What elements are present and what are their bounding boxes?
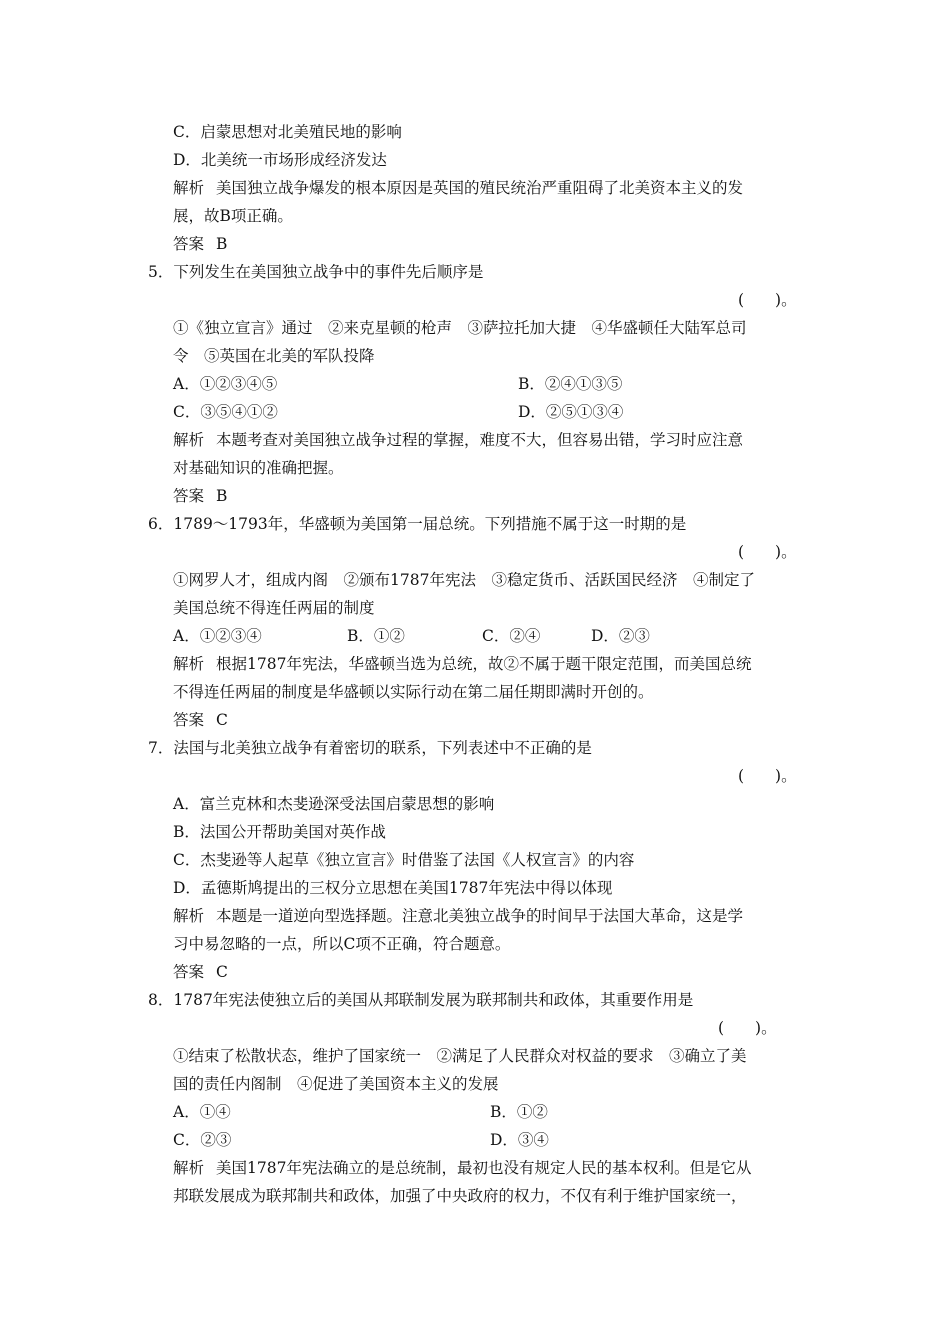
q8-items-line-2: 国的责任内阁制 ④促进了美国资本主义的发展 bbox=[173, 1075, 499, 1093]
q8-explanation-line-1 bbox=[173, 1157, 751, 1179]
q7-stem: 7．法国与北美独立战争有着密切的联系，下列表述中不正确的是 bbox=[148, 739, 592, 757]
q6-option-a: A．①②③④ bbox=[173, 627, 262, 645]
answer-value: B bbox=[216, 487, 228, 505]
q6-explanation-line-1 bbox=[173, 653, 751, 675]
q7-answer bbox=[173, 961, 228, 983]
explanation-text: 根据1787年宪法，华盛顿当选为总统，故②不属于题干限定范围，而美国总统 bbox=[216, 655, 752, 673]
q5-answer-blank: ( )。 bbox=[738, 291, 797, 309]
explanation-text: 美国独立战争爆发的根本原因是英国的殖民统治严重阻碍了北美资本主义的发 bbox=[216, 179, 744, 197]
answer-label: 答案 bbox=[173, 711, 205, 729]
answer-label: 答案 bbox=[173, 235, 205, 253]
q4-option-d: D．北美统一市场形成经济发达 bbox=[173, 151, 387, 169]
explanation-label: 解析 bbox=[173, 431, 205, 449]
answer-value: B bbox=[216, 235, 228, 253]
q5-items-line-1: ①《独立宣言》通过 ②来克星顿的枪声 ③萨拉托加大捷 ④华盛顿任大陆军总司 bbox=[173, 319, 747, 337]
q5-explanation-line-2: 对基础知识的准确把握。 bbox=[173, 459, 344, 477]
q5-option-a: A．①②③④⑤ bbox=[173, 375, 278, 393]
q7-option-a: A．富兰克林和杰斐逊深受法国启蒙思想的影响 bbox=[173, 795, 495, 813]
q8-explanation-line-2: 邦联发展成为联邦制共和政体，加强了中央政府的权力，不仅有利于维护国家统一， bbox=[173, 1187, 747, 1205]
answer-label: 答案 bbox=[173, 963, 205, 981]
q5-items-line-2: 令 ⑤英国在北美的军队投降 bbox=[173, 347, 375, 365]
explanation-text: 美国1787年宪法确立的是总统制，最初也没有规定人民的基本权利。但是它从 bbox=[216, 1159, 752, 1177]
q5-answer bbox=[173, 485, 227, 507]
q8-option-a: A．①④ bbox=[173, 1103, 231, 1121]
explanation-label: 解析 bbox=[173, 179, 205, 197]
q7-explanation-line-2: 习中易忽略的一点，所以C项不正确，符合题意。 bbox=[173, 935, 511, 953]
answer-label: 答案 bbox=[173, 487, 205, 505]
q8-option-b: B．①② bbox=[490, 1103, 548, 1121]
q4-explanation-line-2: 展，故B项正确。 bbox=[173, 207, 293, 225]
q6-items-line-2: 美国总统不得连任两届的制度 bbox=[173, 599, 375, 617]
q5-option-d: D．②⑤①③④ bbox=[518, 403, 624, 421]
explanation-text: 本题是一道逆向型选择题。注意北美独立战争的时间早于法国大革命，这是学 bbox=[216, 907, 744, 925]
q6-option-d: D．②③ bbox=[591, 627, 650, 645]
q6-answer-blank: ( )。 bbox=[738, 543, 797, 561]
q8-option-d: D．③④ bbox=[490, 1131, 549, 1149]
q5-option-b: B．②④①③⑤ bbox=[518, 375, 623, 393]
q6-answer bbox=[173, 709, 228, 731]
answer-value: C bbox=[216, 711, 228, 729]
q7-option-c: C．杰斐逊等人起草《独立宣言》时借鉴了法国《人权宣言》的内容 bbox=[173, 851, 635, 869]
q6-explanation-line-2: 不得连任两届的制度是华盛顿以实际行动在第二届任期即满时开创的。 bbox=[173, 683, 654, 701]
q6-items-line-1: ①网罗人才，组成内阁 ②颁布1787年宪法 ③稳定货币、活跃国民经济 ④制定了 bbox=[173, 571, 755, 589]
q4-answer bbox=[173, 233, 227, 255]
q4-option-c: C．启蒙思想对北美殖民地的影响 bbox=[173, 123, 402, 141]
explanation-label: 解析 bbox=[173, 907, 205, 925]
q4-explanation-line-1 bbox=[173, 177, 743, 199]
explanation-text: 本题考查对美国独立战争过程的掌握，难度不大，但容易出错，学习时应注意 bbox=[216, 431, 744, 449]
q7-option-b: B．法国公开帮助美国对英作战 bbox=[173, 823, 386, 841]
q8-items-line-1: ①结束了松散状态，维护了国家统一 ②满足了人民群众对权益的要求 ③确立了美 bbox=[173, 1047, 747, 1065]
q7-option-d: D．孟德斯鸠提出的三权分立思想在美国1787年宪法中得以体现 bbox=[173, 879, 613, 897]
q5-stem: 5．下列发生在美国独立战争中的事件先后顺序是 bbox=[148, 263, 484, 281]
explanation-label: 解析 bbox=[173, 655, 205, 673]
q8-stem: 8．1787年宪法使独立后的美国从邦联制发展为联邦制共和政体，其重要作用是 bbox=[148, 991, 694, 1009]
q7-explanation-line-1 bbox=[173, 905, 743, 927]
q6-stem: 6．1789～1793年，华盛顿为美国第一届总统。下列措施不属于这一时期的是 bbox=[148, 515, 687, 533]
q5-explanation-line-1 bbox=[173, 429, 743, 451]
q5-option-c: C．③⑤④①② bbox=[173, 403, 278, 421]
explanation-label: 解析 bbox=[173, 1159, 205, 1177]
q8-answer-blank: ( )。 bbox=[718, 1019, 777, 1037]
answer-value: C bbox=[216, 963, 228, 981]
q7-answer-blank: ( )。 bbox=[738, 767, 797, 785]
q6-option-b: B．①② bbox=[347, 627, 405, 645]
q8-option-c: C．②③ bbox=[173, 1131, 232, 1149]
q6-option-c: C．②④ bbox=[482, 627, 541, 645]
